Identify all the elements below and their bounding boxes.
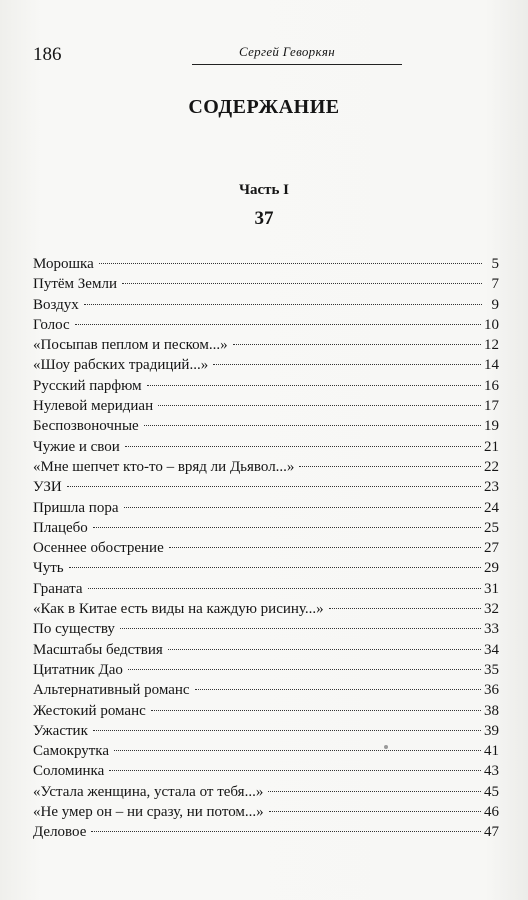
toc-entry-title: «Посыпав пеплом и песком...» bbox=[33, 337, 228, 354]
toc-entry-title: Пришла пора bbox=[33, 499, 119, 516]
toc-entry bbox=[33, 558, 499, 578]
toc-entry-page: 45 bbox=[484, 783, 499, 800]
toc-entry-page: 33 bbox=[484, 621, 499, 638]
toc-entry bbox=[33, 538, 499, 558]
toc-entry-title: Воздух bbox=[33, 296, 79, 313]
toc-entry-title: Беспозвоночные bbox=[33, 418, 139, 435]
toc-entry-page: 41 bbox=[484, 743, 499, 760]
toc-entry bbox=[33, 640, 499, 660]
toc-dot-leader bbox=[213, 364, 481, 365]
toc-dot-leader bbox=[114, 750, 481, 751]
toc-dot-leader bbox=[69, 567, 481, 568]
toc-entry-page: 27 bbox=[484, 540, 499, 557]
toc-entry-title: Жестокий романс bbox=[33, 702, 146, 719]
page-number: 186 bbox=[33, 44, 62, 65]
toc-entry bbox=[33, 274, 499, 294]
toc-entry-title: Путём Земли bbox=[33, 276, 117, 293]
toc-dot-leader bbox=[99, 263, 482, 264]
toc-entry-title: Деловое bbox=[33, 824, 87, 841]
toc-entry-title: Соломинка bbox=[33, 763, 105, 780]
toc-dot-leader bbox=[329, 608, 481, 609]
toc-entry bbox=[33, 518, 499, 538]
toc-entry-page: 34 bbox=[484, 641, 499, 658]
toc-entry-page: 29 bbox=[484, 560, 499, 577]
paper-speck bbox=[384, 745, 388, 749]
toc-entry-title: «Не умер он – ни сразу, ни потом...» bbox=[33, 804, 264, 821]
toc-dot-leader bbox=[120, 628, 481, 629]
toc-dot-leader bbox=[144, 425, 481, 426]
toc-entry bbox=[33, 295, 499, 315]
toc-entry bbox=[33, 619, 499, 639]
toc-dot-leader bbox=[125, 446, 481, 447]
toc-entry bbox=[33, 376, 499, 396]
toc-dot-leader bbox=[299, 466, 481, 467]
toc-entry bbox=[33, 396, 499, 416]
toc-entry-title: Чуть bbox=[33, 560, 64, 577]
toc-entry-title: Осеннее обострение bbox=[33, 540, 164, 557]
toc-dot-leader bbox=[109, 770, 481, 771]
toc-dot-leader bbox=[93, 527, 481, 528]
toc-entry-page: 47 bbox=[484, 824, 499, 841]
toc-entry-page: 19 bbox=[484, 418, 499, 435]
part-title: Часть I bbox=[238, 182, 290, 198]
toc-entry-page: 21 bbox=[484, 438, 499, 455]
toc-entry-title: По существу bbox=[33, 621, 115, 638]
toc-dot-leader bbox=[268, 791, 481, 792]
toc-dot-leader bbox=[75, 324, 481, 325]
toc-entry-title: Голос bbox=[33, 316, 70, 333]
toc-entry bbox=[33, 477, 499, 497]
toc-entry-title: Цитатник Дао bbox=[33, 661, 123, 678]
toc-dot-leader bbox=[147, 385, 481, 386]
toc-entry-page: 5 bbox=[491, 256, 499, 272]
toc-dot-leader bbox=[93, 730, 481, 731]
toc-dot-leader bbox=[88, 588, 481, 589]
toc-entry-page: 10 bbox=[484, 316, 499, 333]
toc-entry bbox=[33, 599, 499, 619]
toc-dot-leader bbox=[151, 710, 481, 711]
toc-dot-leader bbox=[128, 669, 481, 670]
toc-dot-leader bbox=[158, 405, 481, 406]
toc-entry bbox=[33, 782, 499, 802]
toc-entry-page: 14 bbox=[484, 357, 499, 374]
toc-dot-leader bbox=[122, 283, 482, 284]
toc-entry-page: 38 bbox=[484, 702, 499, 719]
toc-entry bbox=[33, 416, 499, 436]
toc-dot-leader bbox=[84, 304, 482, 305]
toc-entry-title: Русский парфюм bbox=[33, 377, 142, 394]
toc-entry-title: «Мне шепчет кто-то – вряд ли Дьявол...» bbox=[33, 458, 295, 475]
toc-entry-title: Альтернативный романс bbox=[33, 682, 190, 699]
toc-entry bbox=[33, 498, 499, 518]
toc-entry-title: Самокрутка bbox=[33, 743, 110, 760]
toc-entry-page: 25 bbox=[484, 519, 499, 536]
toc-entry bbox=[33, 254, 499, 274]
toc-entry-page: 32 bbox=[484, 601, 499, 618]
running-head-author: Сергей Геворкян bbox=[239, 44, 335, 59]
toc-dot-leader bbox=[169, 547, 481, 548]
toc-dot-leader bbox=[91, 831, 481, 832]
toc-entry-page: 23 bbox=[484, 479, 499, 496]
toc-entry-page: 39 bbox=[484, 722, 499, 739]
toc-entry-title: Чужие и свои bbox=[33, 438, 120, 455]
toc-entry-title: Масштабы бедствия bbox=[33, 641, 163, 658]
toc-entry bbox=[33, 335, 499, 355]
toc-entry bbox=[33, 315, 499, 335]
toc-entry-page: 24 bbox=[484, 499, 499, 516]
toc-dot-leader bbox=[67, 486, 481, 487]
toc-entry-title: УЗИ bbox=[33, 479, 62, 496]
toc-entry bbox=[33, 437, 499, 457]
toc-entry-title: Граната bbox=[33, 580, 83, 597]
toc-entry bbox=[33, 822, 499, 842]
toc-entry-page: 12 bbox=[484, 337, 499, 354]
toc-entry-page: 36 bbox=[484, 682, 499, 699]
toc-dot-leader bbox=[269, 811, 481, 812]
toc-entry-title: «Шоу рабских традиций...» bbox=[33, 357, 209, 374]
header-rule bbox=[192, 64, 402, 65]
toc-entry-page: 16 bbox=[484, 377, 499, 394]
toc-entry-page: 35 bbox=[484, 661, 499, 678]
toc-entry bbox=[33, 579, 499, 599]
toc-dot-leader bbox=[124, 507, 482, 508]
toc-entry-title: Ужастик bbox=[33, 722, 88, 739]
toc-entry-title: «Устала женщина, устала от тебя...» bbox=[33, 783, 264, 800]
toc-entry-page: 22 bbox=[484, 458, 499, 475]
toc-entry bbox=[33, 721, 499, 741]
toc-entry bbox=[33, 741, 499, 761]
toc-entry bbox=[33, 761, 499, 781]
toc-entry bbox=[33, 802, 499, 822]
toc-entry-page: 9 bbox=[491, 296, 499, 313]
toc-dot-leader bbox=[168, 649, 481, 650]
toc-entry-page: 43 bbox=[484, 763, 499, 780]
toc-entry-title: Нулевой меридиан bbox=[33, 398, 154, 415]
toc-entry-title: Плацебо bbox=[33, 519, 88, 536]
toc-entry bbox=[33, 701, 499, 721]
toc-entry bbox=[33, 660, 499, 680]
toc-entry-page: 7 bbox=[491, 276, 499, 293]
toc-entry bbox=[33, 457, 499, 477]
toc-entry bbox=[33, 680, 499, 700]
toc-list bbox=[33, 254, 499, 843]
toc-entry-page: 31 bbox=[484, 580, 499, 597]
toc-entry-title: «Как в Китае есть виды на каждую рисину...» bbox=[33, 601, 324, 618]
toc-entry-title: Морошка bbox=[33, 256, 94, 272]
part-number: 37 bbox=[254, 208, 274, 229]
toc-entry-page: 46 bbox=[484, 804, 499, 821]
toc-entry bbox=[33, 355, 499, 375]
toc-entry-page: 17 bbox=[484, 398, 499, 415]
toc-title: СОДЕРЖАНИЕ bbox=[188, 96, 340, 118]
toc-dot-leader bbox=[195, 689, 481, 690]
toc-dot-leader bbox=[233, 344, 481, 345]
